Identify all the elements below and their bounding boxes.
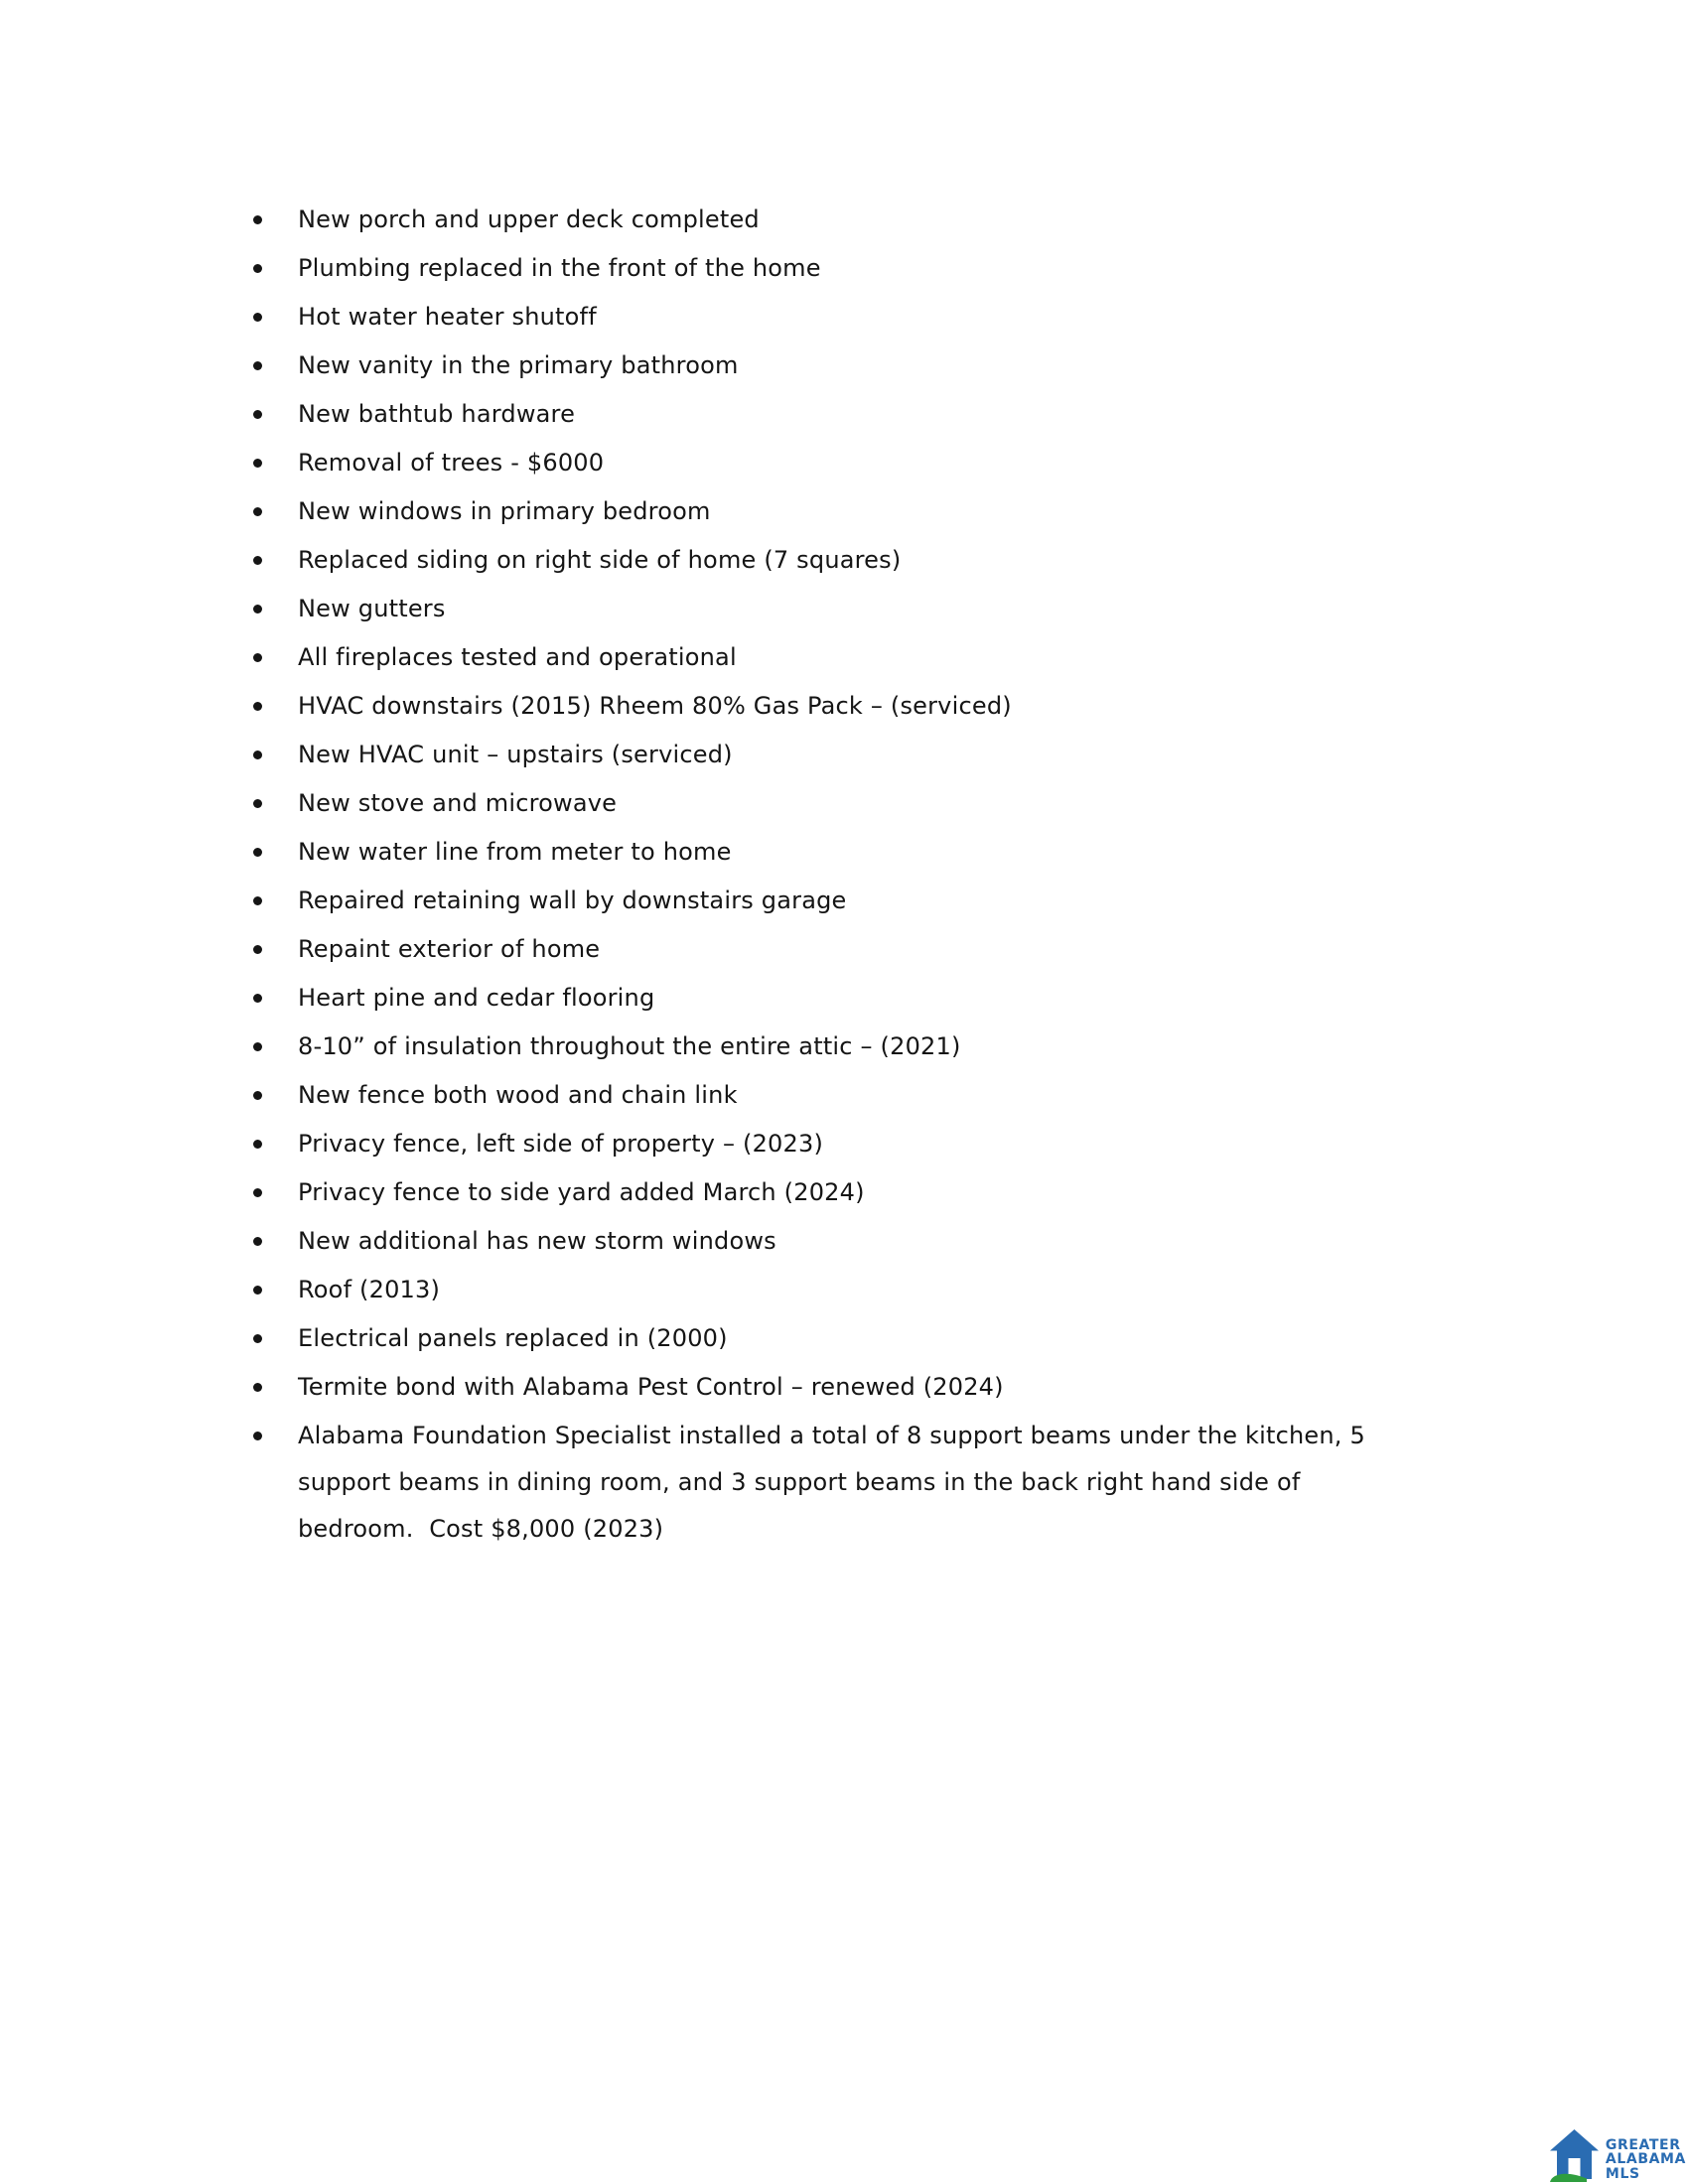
bullet-icon: [253, 1286, 262, 1295]
list-item: [243, 975, 1390, 1022]
list-item: [243, 926, 1390, 973]
list-item-text: Repaint exterior of home: [298, 935, 601, 963]
logo-line-alabama: ALABAMA: [1605, 2151, 1686, 2167]
logo-line-mls: MLS: [1605, 2165, 1640, 2182]
list-item-text: Repaired retaining wall by downstairs garage: [298, 887, 847, 914]
bullet-icon: [253, 945, 262, 954]
list-item-text: New additional has new storm windows: [298, 1227, 776, 1255]
list-item-text: New water line from meter to home: [298, 838, 732, 866]
list-item-text: New porch and upper deck completed: [298, 205, 760, 233]
list-item: [243, 1218, 1390, 1265]
list-item-text: 8-10” of insulation throughout the entire attic – (2021): [298, 1032, 961, 1060]
bullet-icon: [253, 264, 262, 273]
list-item: [243, 732, 1390, 778]
list-item: [243, 683, 1390, 730]
list-item: [243, 586, 1390, 632]
list-item: [243, 829, 1390, 876]
list-item-text: New HVAC unit – upstairs (serviced): [298, 741, 733, 768]
bullet-icon: [253, 1042, 262, 1051]
list-item-text: New vanity in the primary bathroom: [298, 351, 739, 379]
bullet-icon: [253, 459, 262, 468]
bullet-icon: [253, 1188, 262, 1197]
house-icon: [1550, 2129, 1599, 2182]
list-item-text: New gutters: [298, 595, 446, 622]
list-item-text: New fence both wood and chain link: [298, 1081, 738, 1109]
bullet-icon: [253, 702, 262, 711]
list-item: [243, 1413, 1390, 1553]
list-item-text: Roof (2013): [298, 1276, 441, 1303]
list-item-text: Alabama Foundation Specialist installed a total of 8 support beams under the kitchen, 5 support beams in dining room, and 3 support beams in the back right hand side of bedroom. Cost $8,000 (2023): [298, 1422, 1373, 1543]
list-item: [243, 1121, 1390, 1167]
list-item-text: Electrical panels replaced in (2000): [298, 1324, 728, 1352]
list-item-text: Replaced siding on right side of home (7 squares): [298, 546, 902, 574]
list-item-text: New windows in primary bedroom: [298, 497, 711, 525]
list-item-text: New stove and microwave: [298, 789, 618, 817]
list-item: [243, 245, 1390, 292]
bullet-icon: [253, 215, 262, 224]
list-item-text: Removal of trees - $6000: [298, 449, 605, 477]
list-item-text: All fireplaces tested and operational: [298, 643, 737, 671]
bullet-icon: [253, 896, 262, 905]
list-item: [243, 1315, 1390, 1362]
bullet-icon: [253, 1432, 262, 1440]
list-item: [243, 537, 1390, 584]
list-item-text: Privacy fence to side yard added March (2024): [298, 1178, 865, 1206]
list-item: [243, 634, 1390, 681]
list-item: [243, 1072, 1390, 1119]
list-item: [243, 342, 1390, 389]
list-item: [243, 440, 1390, 486]
bullet-icon: [253, 799, 262, 808]
bullet-icon: [253, 653, 262, 662]
bullet-icon: [253, 361, 262, 370]
list-item: [243, 1267, 1390, 1313]
list-item-text: Termite bond with Alabama Pest Control – renewed (2024): [298, 1373, 1004, 1401]
home-updates-list: [243, 197, 1390, 1553]
list-item: [243, 1169, 1390, 1216]
bullet-icon: [253, 313, 262, 322]
list-item: [243, 1364, 1390, 1411]
list-item: [243, 391, 1390, 438]
list-item-text: New bathtub hardware: [298, 400, 576, 428]
bullet-icon: [253, 556, 262, 565]
logo-text: [1606, 2138, 1686, 2183]
bullet-icon: [253, 410, 262, 419]
bullet-icon: [253, 848, 262, 857]
bullet-icon: [253, 1334, 262, 1343]
bullet-icon: [253, 605, 262, 614]
bullet-icon: [253, 1140, 262, 1149]
list-item: [243, 197, 1390, 243]
logo-line-greater: GREATER: [1605, 2136, 1681, 2153]
bullet-icon: [253, 1383, 262, 1392]
list-item: [243, 488, 1390, 535]
list-item-text: Plumbing replaced in the front of the home: [298, 254, 821, 282]
list-item-text: Hot water heater shutoff: [298, 303, 597, 331]
bullet-icon: [253, 507, 262, 516]
bullet-icon: [253, 1237, 262, 1246]
list-item: [243, 294, 1390, 341]
list-item: [243, 878, 1390, 924]
list-item-text: Privacy fence, left side of property – (2023): [298, 1130, 824, 1158]
bullet-icon: [253, 1091, 262, 1100]
list-item: [243, 1024, 1390, 1070]
list-item-text: Heart pine and cedar flooring: [298, 984, 655, 1012]
list-item: [243, 780, 1390, 827]
list-item-text: HVAC downstairs (2015) Rheem 80% Gas Pack – (serviced): [298, 692, 1012, 720]
greater-alabama-mls-logo: [1550, 2129, 1686, 2182]
bullet-icon: [253, 751, 262, 759]
bullet-icon: [253, 994, 262, 1003]
